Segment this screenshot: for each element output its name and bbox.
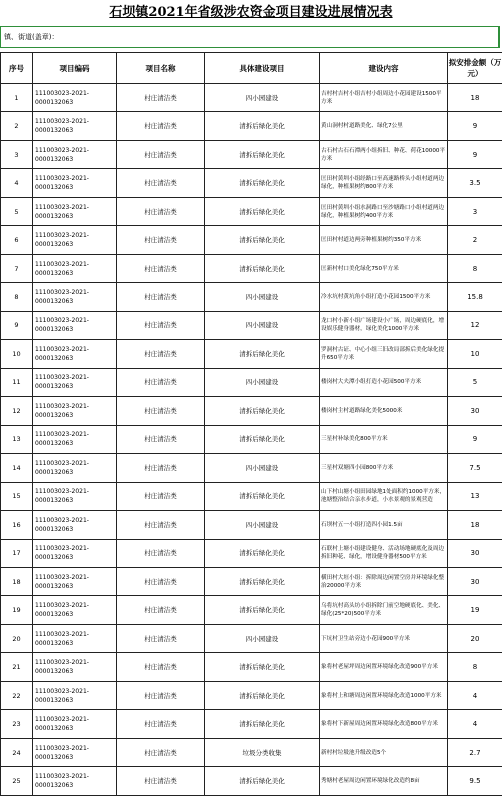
cell-content[interactable]: 楼岗村主村道路绿化美化5000米 xyxy=(320,397,448,425)
cell-amount[interactable]: 13 xyxy=(448,482,502,510)
cell-seq[interactable]: 1 xyxy=(1,84,33,112)
table-row xyxy=(1,283,502,311)
cell-name[interactable]: 村庄清洁类 xyxy=(117,197,205,225)
cell-amount[interactable]: 9 xyxy=(448,140,502,168)
table-row xyxy=(1,397,502,425)
cell-code[interactable]: 11100302​3-2021-0000132063 xyxy=(33,710,117,738)
cell-content[interactable]: 象将村老屋坪周边闲置环境绿化改造900平方米 xyxy=(320,653,448,681)
cell-seq[interactable]: 5 xyxy=(1,197,33,225)
cell-content[interactable]: 吉村村吉村小组吉村小组周边小花园建设1500平方米 xyxy=(320,84,448,112)
cell-seq[interactable]: 12 xyxy=(1,397,33,425)
cell-category[interactable]: 垃圾分类收集 xyxy=(205,738,320,766)
cell-name[interactable]: 村庄清洁类 xyxy=(117,596,205,624)
table-row xyxy=(1,511,502,539)
cell-category[interactable]: 四小园建设 xyxy=(205,624,320,652)
cell-code[interactable]: 11100302​3-2021-0000132063 xyxy=(33,539,117,567)
table-row xyxy=(1,482,502,510)
cell-code[interactable]: 11100302​3-2021-0000132063 xyxy=(33,681,117,709)
cell-name[interactable]: 村庄清洁类 xyxy=(117,425,205,453)
cell-category[interactable]: 四小园建设 xyxy=(205,368,320,396)
cell-content[interactable]: 匡田村黄圳小组水洞路口至沙塘路口小组村道两边绿化，种植果树约400平方米 xyxy=(320,197,448,225)
cell-amount[interactable]: 19 xyxy=(448,596,502,624)
cell-seq[interactable]: 25 xyxy=(1,767,33,795)
cell-code[interactable]: 11100302​3-2021-0000132063 xyxy=(33,226,117,254)
cell-name[interactable]: 村庄清洁类 xyxy=(117,539,205,567)
cell-seq[interactable]: 14 xyxy=(1,454,33,482)
cell-seq[interactable]: 23 xyxy=(1,710,33,738)
cell-category[interactable]: 清拆后绿化美化 xyxy=(205,397,320,425)
cell-name[interactable]: 村庄清洁类 xyxy=(117,226,205,254)
cell-seq[interactable]: 18 xyxy=(1,567,33,595)
cell-category[interactable]: 清拆后绿化美化 xyxy=(205,340,320,368)
cell-amount[interactable]: 20 xyxy=(448,624,502,652)
cell-content[interactable]: 楼岗村大夫潭小组打造小花园500平方米 xyxy=(320,368,448,396)
cell-content[interactable]: 山下村山塘小组田园绿地1处面积约1000平方米，池塘整治结合亲水步道，小水景观的景观营造 xyxy=(320,482,448,510)
cell-seq[interactable]: 22 xyxy=(1,681,33,709)
table-row xyxy=(1,311,502,339)
cell-code[interactable]: 11100302​3-2021-0000132063 xyxy=(33,368,117,396)
cell-category[interactable]: 清拆后绿化美化 xyxy=(205,596,320,624)
cell-seq[interactable]: 15 xyxy=(1,482,33,510)
cell-amount[interactable]: 2 xyxy=(448,226,502,254)
cell-name[interactable]: 村庄清洁类 xyxy=(117,511,205,539)
cell-amount[interactable]: 9 xyxy=(448,425,502,453)
cell-category[interactable]: 清拆后绿化美化 xyxy=(205,710,320,738)
cell-category[interactable]: 四小园建设 xyxy=(205,283,320,311)
cell-code[interactable]: 11100302​3-2021-0000132063 xyxy=(33,482,117,510)
cell-name[interactable]: 村庄清洁类 xyxy=(117,653,205,681)
cell-amount[interactable]: 4 xyxy=(448,710,502,738)
document-title xyxy=(0,0,502,26)
cell-amount[interactable]: 7.5 xyxy=(448,454,502,482)
cell-category[interactable]: 清拆后绿化美化 xyxy=(205,482,320,510)
cell-code[interactable]: 11100302​3-2021-0000132063 xyxy=(33,624,117,652)
cell-content[interactable]: 秀塘村老屋周边闲置环境绿化改造约8亩 xyxy=(320,767,448,795)
cell-code[interactable]: 11100302​3-2021-0000132063 xyxy=(33,454,117,482)
cell-code[interactable]: 11100302​3-2021-0000132063 xyxy=(33,140,117,168)
table-row xyxy=(1,197,502,225)
table-row xyxy=(1,767,502,795)
table-row xyxy=(1,567,502,595)
cell-seq[interactable]: 4 xyxy=(1,169,33,197)
cell-name[interactable]: 村庄清洁类 xyxy=(117,283,205,311)
cell-name[interactable]: 村庄清洁类 xyxy=(117,397,205,425)
cell-name[interactable]: 村庄清洁类 xyxy=(117,624,205,652)
cell-name[interactable]: 村庄清洁类 xyxy=(117,681,205,709)
cell-amount[interactable]: 9.5 xyxy=(448,767,502,795)
unit-label-cell[interactable] xyxy=(0,26,500,48)
cell-content[interactable]: 下坑村卫生站旁边小花园900平方米 xyxy=(320,624,448,652)
cell-seq[interactable]: 17 xyxy=(1,539,33,567)
cell-code[interactable]: 11100302​3-2021-0000132063 xyxy=(33,112,117,140)
cell-amount[interactable]: 18 xyxy=(448,511,502,539)
cell-name[interactable]: 村庄清洁类 xyxy=(117,454,205,482)
cell-amount[interactable]: 15.8 xyxy=(448,283,502,311)
cell-category[interactable]: 清拆后绿化美化 xyxy=(205,567,320,595)
table-row xyxy=(1,539,502,567)
cell-code[interactable]: 11100302​3-2021-0000132063 xyxy=(33,653,117,681)
table-row xyxy=(1,710,502,738)
document-title-text: 石坝镇2021年省级涉农资金项目建设进展情况表 xyxy=(109,5,392,20)
cell-category[interactable]: 清拆后绿化美化 xyxy=(205,169,320,197)
cell-seq[interactable]: 2 xyxy=(1,112,33,140)
cell-code[interactable]: 11100302​3-2021-0000132063 xyxy=(33,511,117,539)
cell-amount[interactable]: 3 xyxy=(448,197,502,225)
header-code: 项目编码 xyxy=(33,53,117,84)
cell-category[interactable]: 四小园建设 xyxy=(205,511,320,539)
header-content: 建设内容 xyxy=(320,53,448,84)
table-row xyxy=(1,681,502,709)
cell-content[interactable]: 乌将坑村高头坊小组拆除门前空地硬底化、美化、绿化(25*20)500平方米 xyxy=(320,596,448,624)
table-row xyxy=(1,653,502,681)
cell-category[interactable]: 四小园建设 xyxy=(205,454,320,482)
table-row xyxy=(1,368,502,396)
cell-content[interactable]: 新村村垃圾池升级改造5个 xyxy=(320,738,448,766)
cell-name[interactable]: 村庄清洁类 xyxy=(117,710,205,738)
table-row xyxy=(1,738,502,766)
cell-seq[interactable]: 7 xyxy=(1,254,33,282)
cell-amount[interactable]: 30 xyxy=(448,397,502,425)
cell-category[interactable]: 清拆后绿化美化 xyxy=(205,653,320,681)
cell-name[interactable]: 村庄清洁类 xyxy=(117,169,205,197)
cell-content[interactable]: 匡田村村道边两旁种植果树约350平方米 xyxy=(320,226,448,254)
cell-amount[interactable]: 30 xyxy=(448,539,502,567)
cell-content[interactable]: 罗洞村古证、中心小组三旧改局部拆后美化绿化提升650平方米 xyxy=(320,340,448,368)
table-row xyxy=(1,254,502,282)
cell-content[interactable]: 古石村古石石潭两小组拆旧、种花、荷花10000平方米 xyxy=(320,140,448,168)
cell-amount[interactable]: 18 xyxy=(448,84,502,112)
cell-code[interactable]: 11100302​3-2021-0000132063 xyxy=(33,311,117,339)
cell-code[interactable]: 11100302​3-2021-0000132063 xyxy=(33,425,117,453)
cell-name[interactable]: 村庄清洁类 xyxy=(117,311,205,339)
cell-seq[interactable]: 11 xyxy=(1,368,33,396)
cell-code[interactable]: 11100302​3-2021-0000132063 xyxy=(33,197,117,225)
cell-content[interactable]: 三星村双塘四小园800平方米 xyxy=(320,454,448,482)
cell-amount[interactable]: 8 xyxy=(448,653,502,681)
cell-content[interactable]: 石联村上塘小组建设健身、活动场地硬底化及周边拆旧种花、绿化，增设健身器材500平方米 xyxy=(320,539,448,567)
cell-code[interactable]: 11100302​3-2021-0000132063 xyxy=(33,84,117,112)
cell-code[interactable]: 11100302​3-2021-0000132063 xyxy=(33,254,117,282)
cell-category[interactable]: 清拆后绿化美化 xyxy=(205,681,320,709)
header-amount: 拟安排金额（万元） xyxy=(448,53,502,84)
cell-amount[interactable]: 30 xyxy=(448,567,502,595)
table-row xyxy=(1,169,502,197)
cell-name[interactable]: 村庄清洁类 xyxy=(117,112,205,140)
table-row xyxy=(1,340,502,368)
cell-name[interactable]: 村庄清洁类 xyxy=(117,368,205,396)
cell-seq[interactable]: 21 xyxy=(1,653,33,681)
table-row xyxy=(1,84,502,112)
cell-code[interactable]: 11100302​3-2021-0000132063 xyxy=(33,397,117,425)
cell-seq[interactable]: 13 xyxy=(1,425,33,453)
cell-content[interactable]: 冷水坑村黄坑角小组打造小花园1500平方米 xyxy=(320,283,448,311)
cell-seq[interactable]: 8 xyxy=(1,283,33,311)
cell-name[interactable]: 村庄清洁类 xyxy=(117,254,205,282)
cell-name[interactable]: 村庄清洁类 xyxy=(117,482,205,510)
cell-seq[interactable]: 19 xyxy=(1,596,33,624)
unit-label: 镇、街道(盖章)： xyxy=(4,33,58,41)
cell-category[interactable]: 清拆后绿化美化 xyxy=(205,226,320,254)
cell-code[interactable]: 11100302​3-2021-0000132063 xyxy=(33,738,117,766)
cell-name[interactable]: 村庄清洁类 xyxy=(117,140,205,168)
cell-content[interactable]: 横田村大垣小组：拆除周边闲置空房并环境绿化整治20000平方米 xyxy=(320,567,448,595)
cell-content[interactable]: 三星村补绿美化800平方米 xyxy=(320,425,448,453)
header-seq: 序号 xyxy=(1,53,33,84)
cell-content[interactable]: 象将村上和塘周边闲置环境绿化改造1000平方米 xyxy=(320,681,448,709)
cell-content[interactable]: 龙口村小新小组广场建设小广场，周边硬底化，增设娱乐健身器材，绿化美化1000平方米 xyxy=(320,311,448,339)
cell-amount[interactable]: 3.5 xyxy=(448,169,502,197)
cell-amount[interactable]: 12 xyxy=(448,311,502,339)
cell-amount[interactable]: 5 xyxy=(448,368,502,396)
cell-name[interactable]: 村庄清洁类 xyxy=(117,738,205,766)
cell-amount[interactable]: 9 xyxy=(448,112,502,140)
header-category: 具体建设项目 xyxy=(205,53,320,84)
cell-code[interactable]: 11100302​3-2021-0000132063 xyxy=(33,283,117,311)
table-row xyxy=(1,112,502,140)
cell-name[interactable]: 村庄清洁类 xyxy=(117,84,205,112)
cell-category[interactable]: 清拆后绿化美化 xyxy=(205,425,320,453)
cell-code[interactable]: 11100302​3-2021-0000132063 xyxy=(33,567,117,595)
cell-seq[interactable]: 10 xyxy=(1,340,33,368)
cell-code[interactable]: 11100302​3-2021-0000132063 xyxy=(33,340,117,368)
cell-category[interactable]: 清拆后绿化美化 xyxy=(205,112,320,140)
cell-category[interactable]: 清拆后绿化美化 xyxy=(205,767,320,795)
cell-content[interactable]: 匡田村黄圳小组经路口至高速路桥头小组村道两边绿化，种植果树约800平方米 xyxy=(320,169,448,197)
table-row xyxy=(1,596,502,624)
table-row xyxy=(1,454,502,482)
cell-code[interactable]: 11100302​3-2021-0000132063 xyxy=(33,169,117,197)
cell-seq[interactable]: 6 xyxy=(1,226,33,254)
table-row xyxy=(1,140,502,168)
cell-amount[interactable]: 4 xyxy=(448,681,502,709)
cell-category[interactable]: 清拆后绿化美化 xyxy=(205,254,320,282)
cell-amount[interactable]: 8 xyxy=(448,254,502,282)
table-row xyxy=(1,425,502,453)
cell-category[interactable]: 清拆后绿化美化 xyxy=(205,539,320,567)
cell-name[interactable]: 村庄清洁类 xyxy=(117,340,205,368)
table-body xyxy=(1,84,502,796)
table-row xyxy=(1,624,502,652)
cell-content[interactable]: 黄山洞村村道路美化、绿化7公里 xyxy=(320,112,448,140)
cell-category[interactable]: 四小园建设 xyxy=(205,84,320,112)
cell-content[interactable]: 匡新村村口美化绿化750平方米 xyxy=(320,254,448,282)
cell-amount[interactable]: 10 xyxy=(448,340,502,368)
cell-seq[interactable]: 9 xyxy=(1,311,33,339)
cell-category[interactable]: 四小园建设 xyxy=(205,311,320,339)
header-name: 项目名称 xyxy=(117,53,205,84)
cell-name[interactable]: 村庄清洁类 xyxy=(117,767,205,795)
cell-seq[interactable]: 3 xyxy=(1,140,33,168)
cell-name[interactable]: 村庄清洁类 xyxy=(117,567,205,595)
project-table xyxy=(0,52,502,796)
cell-content[interactable]: 石坝村五一小组打造四小园1.5亩 xyxy=(320,511,448,539)
cell-amount[interactable]: 2.7 xyxy=(448,738,502,766)
table-row xyxy=(1,226,502,254)
table-header-row xyxy=(1,53,502,84)
cell-seq[interactable]: 24 xyxy=(1,738,33,766)
cell-seq[interactable]: 16 xyxy=(1,511,33,539)
cell-content[interactable]: 象将村下新屋周边闲置环境绿化改造800平方米 xyxy=(320,710,448,738)
cell-code[interactable]: 11100302​3-2021-0000132063 xyxy=(33,767,117,795)
cell-seq[interactable]: 20 xyxy=(1,624,33,652)
cell-code[interactable]: 11100302​3-2021-0000132063 xyxy=(33,596,117,624)
cell-category[interactable]: 清拆后绿化美化 xyxy=(205,140,320,168)
cell-category[interactable]: 清拆后绿化美化 xyxy=(205,197,320,225)
